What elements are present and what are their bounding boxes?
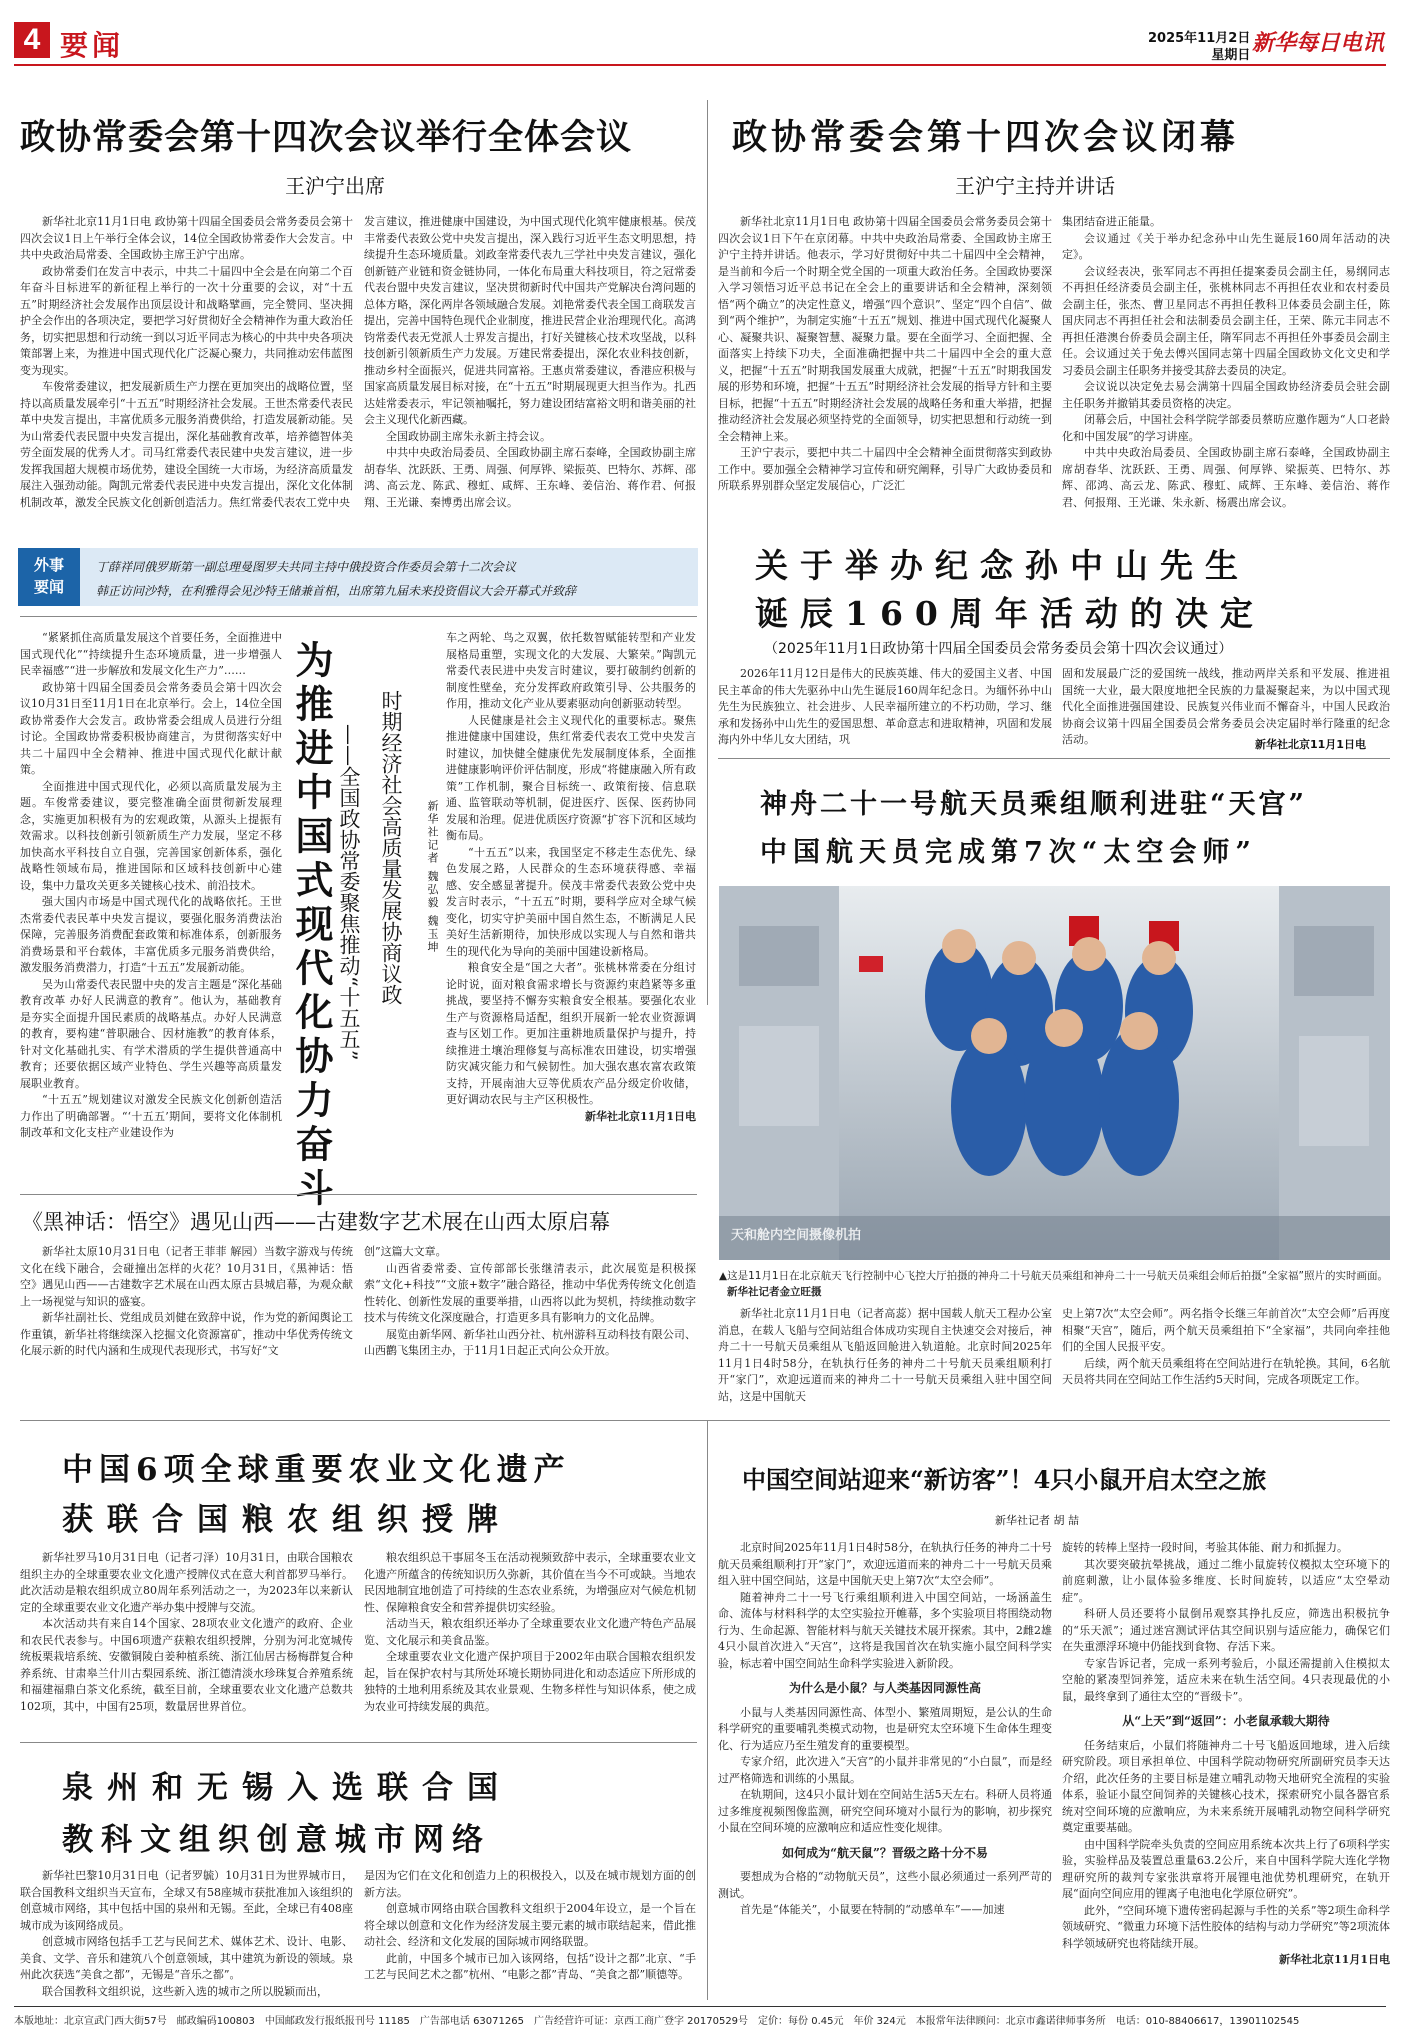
paragraph: 活动当天，粮农组织还举办了全球重要农业文化遗产特色产品展览、文化展示和美食品鉴。: [364, 1617, 696, 1647]
issue-weekday: 星期日: [1211, 48, 1251, 63]
art2-title: 政协常委会第十四次会议闭幕: [732, 117, 1240, 158]
paragraph: 新华社副社长、党组成员刘健在致辞中说，作为党的新闻舆论工作重镇，新华社将继续深入挖掘文化资源富矿，推动中华优秀传统文化展示新的时代内涵和生成现代表现形式，书写好“文: [20, 1311, 353, 1357]
art2-col1: [718, 214, 1052, 522]
paragraph: 旋转的转棒上坚持一段时间，考验其体能、耐力和抓握力。: [1062, 1541, 1348, 1554]
paragraph: 全球重要农业文化遗产保护项目于2002年由联合国粮农组织发起，旨在保护农村与其所处环境长期协同进化和动态适应下所形成的独特的土地利用系统及其农业景观、生物多样性与知识体系，使之成为农业可持续发展的典范。: [364, 1650, 696, 1713]
section-heading: 如何成为“航天鼠”？晋级之路十分不易: [782, 1845, 988, 1860]
paragraph: 史上第7次“太空会师”。两名指令长继三年前首次“太空会师”后再度相聚“天宫”，随后，两个航天员乘组拍下“全家福”，共同向牵挂他们的全国人民报平安。: [1062, 1307, 1390, 1353]
dateline: 新华社北京11月1日电: [1279, 1953, 1390, 1966]
foreign-affairs-item[interactable]: 韩正访问沙特，在利雅得会见沙特王储兼首相，出席第九届未来投资倡议大会开幕式并致辞: [96, 584, 577, 598]
dateline: 新华社北京11月1日电: [585, 1109, 696, 1123]
art4-subtitle: （2025年11月1日政协第十四届全国委员会常务委员会第十四次会议通过）: [764, 641, 1233, 657]
foreign-affairs-box: [18, 548, 698, 606]
paragraph: 王沪宁表示，要把中共二十届四中全会精神全面贯彻落实到政协工作中。要加强全会精神学习宣传和研究阐释，引导广大政协委员和所联系界别群众坚定发展信心，广泛汇: [718, 446, 1052, 492]
caption-text: ▲这是11月1日在北京航天飞行控制中心飞控大厅拍摄的神舟二十号航天员乘组和神舟二十一号航天员乘组会师后拍摄“全家福”照片的实时画面。: [719, 1270, 1388, 1282]
issue-date: 2025年11月2日: [1148, 31, 1251, 46]
paragraph: 本次活动共有来自14个国家、28项农业文化遗产的政府、企业和农民代表参与。中国6项遗产获粮农组织授牌，分别为河北宽城传统板栗栽培系统、安徽铜陵白姜种植系统、浙江仙居古杨梅群复合种养系统、甘肃皋兰什川古梨园系统、浙江德清淡水珍珠复合养殖系统和福建福鼎白茶文化系统，截至目前，全球重要农业文化遗产总数共102项，其中，中国有25项，数量居世界首位。: [20, 1617, 353, 1713]
paper-brand: 新华每日电讯: [1252, 30, 1385, 56]
art9-col2: [1062, 1540, 1390, 2000]
tag-line: 要闻: [33, 578, 64, 596]
art4-dateline: 新华社北京11月1日电: [1255, 738, 1366, 751]
photo-caption: [719, 1268, 1390, 1300]
section-divider: [718, 758, 1390, 759]
art5-title-line2: 中国航天员完成第7次“太空会师”: [760, 837, 1257, 868]
art3-subtitle2: 时期经济社会高质量发展协商议政: [379, 690, 403, 1005]
paragraph: 山西省委常委、宣传部部长张继清表示，此次展览是积极探索“文化+科技”“文旅+数字”融合路径，推动中华优秀传统文化创造性转化、创新性发展的重要举措，山西将以此为契机，持续推动数字技术与传统文化深度融合，打造更多具有影响力的文化品牌。: [364, 1261, 696, 1324]
art1-title: 政协常委会第十四次会议举行全体会议: [20, 117, 633, 158]
art5-col2: [1062, 1306, 1390, 1424]
section-divider: [20, 616, 697, 617]
art7-col1: [20, 1550, 353, 1732]
paragraph: 强大国内市场是中国式现代化的战略依托。王世杰常委代表民革中央发言提议，要强化服务消费法治保障，完善服务消费配套政策和标准体系，创新服务消费场景和平台载体，丰富优质多元服务消费供给，激发服务消费潜力，打造“十五五”发展新动能。: [20, 895, 282, 974]
paragraph: 车之两轮、鸟之双翼，依托数智赋能转型和产业发展格局重塑，实现文化的大发展、大繁荣。”陶凯元常委代表民进中央发言时建议，要打破制约创新的制度性壁垒，充分发挥政府政策引导、公共服务的作用，推动文化产业从要素驱动向创新驱动转型。: [446, 631, 696, 710]
paragraph: 新华社北京11月1日电 政协第十四届全国委员会常务委员会第十四次会议1日下午在京闭幕。中共中央政治局常委、全国政协主席王沪宁主持并讲话。他表示，学习好贯彻好中共二十届四中全会精神，是当前和今后一个时期全党全国的一项重大政治任务。全国政协要深入学习领悟习近平总书记在全会上的重要讲话和全会精神，深刻领悟“两个确立”的决定性意义，增强“四个意识”、坚定“四个自信”、做到“两个维护”，为制定实施“十五五”规划、推进中国式现代化凝聚人心、凝聚共识、凝聚智慧、凝聚力量。要在全面学习、全面把握、全面落实上持续下功夫，全面准确把握中共二十届四中全会的重大意义，把握“十五五”时期我国发展重大成就，把握“十五五”时期我国发展的形势和环境，把握“十五五”时期经济社会发展的指导方针和主要目标，把握“十五五”时期经济社会发展的战略任务和重大举措，把握推动经济社会发展必须坚持党的全面领导，切实把思想和行动统一到全会精神上来。: [718, 215, 1052, 443]
paragraph: 创意城市网络由联合国教科文组织于2004年设立，是一个旨在将全球以创意和文化作为经济发展主要元素的城市联结起来，借此推动社会、经济和文化发展的国际城市网络联盟。: [364, 1902, 696, 1948]
art8-col2: [364, 1868, 696, 2000]
masthead-rule: [14, 64, 1386, 66]
paragraph: 北京时间2025年11月1日4时58分，在轨执行任务的神舟二十号航天员乘组顺利打开“家门”，欢迎远道而来的神舟二十一号航天员乘组入驻中国空间站，这是中国航天史上第7次“太空会师”。: [718, 1541, 1052, 1587]
paragraph: 是因为它们在文化和创造力上的积极投入，以及在城市规划方面的创新方法。: [364, 1869, 696, 1899]
paragraph: 新华社北京11月1日电 政协第十四届全国委员会常务委员会第十四次会议1日上午举行全体会议，14位全国政协常委作大会发言。中共中央政治局常委、全国政协主席王沪宁出席。: [20, 215, 353, 261]
art4-col1: [718, 666, 1052, 750]
paragraph: 科研人员还要将小鼠倒吊观察其挣扎反应，筛选出积极抗争的“乐天派”；通过迷宫测试评估其空间识别与适应能力，确保它们在失重漂浮环境中仍能找到食物、存活下来。: [1062, 1607, 1390, 1653]
art5-col1: [718, 1306, 1052, 1424]
paragraph: 固和发展最广泛的爱国统一战线，推动两岸关系和平发展、推进祖国统一大业，最大限度地把全民族的力量凝聚起来，为以中国式现代化全面推进强国建设、民族复兴伟业而不懈奋斗，中国人民政治协商会议第十四届全国委员会常务委员会决定届时举行隆重的纪念活动。: [1062, 667, 1390, 746]
paragraph: 任务结束后，小鼠们将随神舟二十号飞船返回地球，进入后续研究阶段。项目承担单位、中国科学院动物研究所副研究员李天达介绍，此次任务的主要目标是建立哺乳动物天地研究全流程的实验体系，验证小鼠空间饲养的关键核心技术，探索研究小鼠各器官系统对空间环境的应激响应，为未来系统开展哺乳动物空间科学研究奠定重要基础。: [1062, 1738, 1390, 1834]
paragraph: 随着神舟二十一号飞行乘组顺利进入中国空间站，一场涵盖生命、流体与材料科学的太空实验拉开帷幕，多个实验项目将围绕动物行为、生命起源、智能材料与航天关键技术展开探索。其中，2雌2雄4只小鼠首次进入“天宫”，这将是我国首次在轨实施小鼠空间科学实验，标志着中国空间站生命科学实验进入新阶段。: [718, 1590, 1052, 1670]
paragraph: 发言建议，推进健康中国建设，为中国式现代化筑牢健康根基。侯茂丰常委代表致公党中央发言提出，深入践行习近平生态文明思想，持续提升生态环境质量。刘政奎常委代表九三学社中央发言建议，强化创新链产业链和资金链协同，一体化布局重大科技项目，符之冠常委代表台盟中央发言建议，坚决贯彻新时代中国共产党解决台湾问题的总体方略，深化两岸各领域融合发展。刘艳常委代表全国工商联发言提出，完善中国特色现代企业制度，推进民营企业治理现代化。高鸿钧常委代表无党派人士界发言提出，打好关键核心技术攻坚战，以科技创新引领新质生产力发展。万建民常委提出，深化农业科技创新，推动乡村全面振兴，促进共同富裕。王惠贞常委建议，香港应积极与国家高质量发展目标对接，在“十五五”时期展现更大担当作为。扎西达娃常委表示，牢记领袖嘱托，努力建设团结富裕文明和谐美丽的社会主义现代化新西藏。: [364, 215, 696, 426]
art9-title: 中国空间站迎来“新访客”！4只小鼠开启太空之旅: [742, 1465, 1267, 1494]
column-divider: [707, 1420, 708, 2000]
page-number: 4: [14, 22, 50, 58]
paragraph: 专家告诉记者，完成一系列考验后，小鼠还需提前入住模拟太空舱的紧凑型饲养笼，适应未来在轨生活空间。4只表现最优的小鼠，最终拿到了通往太空的“晋级卡”。: [1062, 1656, 1390, 1703]
art1-col2: [364, 214, 696, 532]
section-name: 要闻: [60, 29, 125, 62]
paragraph: 车俊常委建议，把发展新质生产力摆在更加突出的战略位置，坚持以高质量发展牵引“十五五”时期经济社会发展。王世杰常委代表民革中央发言提出，丰富优质多元服务消费供给，打造发展新动能。吴为山常委代表民盟中央发言提出，深化基础教育改革，培养德智体美劳全面发展的优秀人才。司马红常委代表民建中央发言建议，进一步发挥我国超大规模市场优势，建设全国统一大市场，为经济高质量发展注入强劲动能。陶凯元常委代表民进中央发言提出，深化文化体制机制改革，激发全民族文化创新创造活力。焦红常委代表农工党中央: [20, 380, 353, 509]
art7-title-line1: 中国6项全球重要农业文化遗产: [62, 1452, 571, 1488]
paragraph: 展览由新华网、新华社山西分社、杭州游科互动科技有限公司、山西鹳飞集团主办，于11月1日起正式向公众开放。: [364, 1327, 696, 1357]
art7-col2: [364, 1550, 696, 1732]
art6-title: 《黑神话：悟空》遇见山西——古建数字艺术展在山西太原启幕: [22, 1210, 610, 1234]
paragraph: 联合国教科文组织说，这些新入选的城市之所以脱颖而出，: [42, 1984, 328, 1998]
section-divider: [20, 1194, 697, 1195]
section-divider: [20, 1420, 1390, 1421]
paragraph: 新华社罗马10月31日电（记者刁泽）10月31日，由联合国粮农组织主办的全球重要农业文化遗产授牌仪式在意大利首都罗马举行。此次活动是粮农组织成立80周年系列活动之一，为2023年以来新认定的全球重要农业文化遗产举办集中授牌与交流。: [20, 1551, 353, 1614]
art8-title-line1: 泉州和无锡入选联合国: [62, 1770, 512, 1806]
paragraph: 2026年11月12日是伟大的民族英雄、伟大的爱国主义者、中国民主革命的伟大先驱孙中山先生诞辰160周年纪念日。为缅怀孙中山先生为民族独立、社会进步、人民幸福所建立的不朽功勋，学习、继承和发扬孙中山先生的爱国思想、革命意志和进取精神，巩固和发展海内外中华儿女大团结，巩: [718, 667, 1052, 746]
paragraph: 此前，中国多个城市已加入该网络，包括“设计之都”北京、“手工艺与民间艺术之都”杭州、“电影之都”青岛、“美食之都”顺德等。: [364, 1951, 696, 1981]
paragraph: 全国政协副主席朱永新主持会议。: [386, 429, 551, 443]
paragraph: 人民健康是社会主义现代化的重要标志。聚焦推进健康中国建设，焦红常委代表农工党中央发言时建议，加快健全健康优先发展制度体系，全面推进健康影响评价评估制度，形成“将健康融入所有政策”工作机制，聚合目标统一、政策衔接、信息联通、监管联动等机制，促进医疗、医保、医药协同发展和治理。促进优质医疗资源“扩容下沉和区域均衡布局。: [446, 713, 696, 842]
footer-info: 本版地址：北京宣武门西大街57号 邮政编码100803 中国邮政发行报纸报刊号 11185 广告部电话 63071265 广告经营许可证：京西工商广登字 20170529号 定价：每份 0.45元 年价 324元 本报常年法律顾问：北京市鑫诺律师事务所 电话：010-88406617，13901102545: [14, 2006, 1386, 2027]
section-heading: 从“上天”到“返回”：小老鼠承载大期待: [1122, 1714, 1330, 1728]
paragraph: “紧紧抓住高质量发展这个首要任务，全面推进中国式现代化”“持续提升生态环境质量，进一步增强人民幸福感”“进一步解放和发展文化生产力”……: [20, 631, 282, 677]
art6-col2: [364, 1244, 696, 1412]
astronaut-group-photo: [719, 886, 1390, 1260]
paragraph: 新华社太原10月31日电（记者王菲菲 解园）当数字游戏与传统文化在线下融合，会碰撞出怎样的火花？10月31日，《黑神话：悟空》遇见山西——古建数字艺术展在山西太原古县城启幕，为观众献上一场视觉与知识的盛宴。: [20, 1245, 353, 1308]
art2-subtitle: 王沪宁主持并讲话: [955, 174, 1115, 198]
photo-watermark: 天和舱内空间摄像机拍: [731, 1228, 862, 1243]
art7-title-line2: 获联合国粮农组织授牌: [62, 1502, 512, 1538]
column-divider: [707, 100, 708, 1005]
paragraph: 要想成为合格的“动物航天员”，这些小鼠必须通过一系列严苛的测试。: [718, 1870, 1052, 1900]
section-divider: [20, 1742, 697, 1743]
paragraph: 其次要突破抗晕挑战，通过二维小鼠旋转仪模拟太空环境下的前庭刺激，让小鼠体验多维度、长时间旋转，以适应“太空晕动症”。: [1062, 1557, 1390, 1604]
paragraph: 政协常委们在发言中表示，中共二十届四中全会是在向第二个百年奋斗目标进军的新征程上举行的一次十分重要的会议，对“十五五”时期经济社会发展作出顶层设计和战略擘画，完全赞同、坚决拥护全会作出的各项决定，要把学习好贯彻好全会精神作为重大政治任务，切实把思想和行动统一到以习近平同志为核心的中共中央各项决策部署上来，为推进中国式现代化广泛凝心聚力，共同推动宏伟蓝图变为现实。: [20, 264, 353, 377]
paragraph: 中共中央政治局委员、全国政协副主席石泰峰，全国政协副主席胡春华、沈跃跃、王勇、周强、何厚铧、梁振英、巴特尔、苏辉、邵鸿、高云龙、陈武、穆虹、咸辉、王东峰、姜信治、蒋作君、何报翔、王光谦、朱永新、杨震出席会议。: [1062, 446, 1390, 509]
art5-title-line1: 神舟二十一号航天员乘组顺利进驻“天宫”: [760, 789, 1308, 820]
art3-byline: 新华社记者 魏弘毅 魏玉坤: [426, 800, 439, 954]
paragraph: 政协第十四届全国委员会常务委员会第十四次会议10月31日至11月1日在北京举行。会上，14位全国政协常委作大会发言。政协常委会组成人员进行分组讨论。全国政协常委积极协商建言，为贯彻落实好中共二十届四中全会精神、推进中国式现代化献计献策。: [20, 680, 282, 776]
art4-title-line1: 关于举办纪念孙中山先生: [755, 546, 1250, 585]
date-block: [1148, 30, 1250, 64]
art2-col2: [1062, 214, 1390, 522]
foreign-affairs-item[interactable]: 丁薛祥同俄罗斯第一副总理曼图罗夫共同主持中俄投资合作委员会第十二次会议: [96, 560, 517, 574]
paragraph: 后续，两个航天员乘组将在空间站进行在轨轮换。其间，6名航天员将共同在空间站工作生活约5天时间，完成各项既定工作。: [1062, 1356, 1390, 1386]
section-heading: 为什么是小鼠？与人类基因同源性高: [788, 1681, 981, 1695]
paragraph: 粮农组织总干事屈冬玉在活动视频致辞中表示，全球重要农业文化遗产所蕴含的传统知识历久弥新，其价值在当今不可或缺。当地农民因地制宜地创造了可持续的生态农业系统，为增强应对气候危机韧性、保障粮食安全和营养提供切实经验。: [364, 1551, 696, 1614]
art3-col1: [20, 630, 282, 1180]
paragraph: 集团结奋进正能量。: [1062, 215, 1161, 228]
art1-col1: [20, 214, 353, 532]
art8-title-line2: 教科文组织创意城市网络: [62, 1822, 491, 1858]
paragraph: 创”这篇大文章。: [364, 1245, 447, 1258]
photo-illustration: [719, 886, 1390, 1260]
paragraph: 吴为山常委代表民盟中央的发言主题是“深化基础教育改革 办好人民满意的教育”。他认为，基础教育是夯实全面提升国民素质的战略基点。办好人民满意的教育，要构建“普职融合、因材施教”的教育体系，针对文化基础扎实、有学术潜质的学生提供普通高中教育；还要依据区域产业特色、学生兴趣等高质量发展职业教育。: [20, 977, 282, 1090]
paragraph: “十五五”规划建议对激发全民族文化创新创造活力作出了明确部署。“‘十五五’期间，要将文化体制机制改革和文化支柱产业建设作为: [20, 1093, 282, 1139]
paragraph: 新华社北京11月1日电（记者高蕊）据中国载人航天工程办公室消息，在载人飞船与空间站组合体成功实现自主快速交会对接后，神舟二十一号航天员乘组从飞船返回舱进入轨道舱。北京时间2025年11月1日4时58分，在轨执行任务的神舟二十号航天员乘组顺利打开“家门”，欢迎远道而来的神舟二十一号航天员乘组入驻中国空间站，这是中国航天: [718, 1307, 1052, 1403]
tag-line: 外事: [33, 556, 64, 574]
paragraph: “十五五”以来，我国坚定不移走生态优先、绿色发展之路，人民群众的生态环境获得感、幸福感、安全感显著提升。侯茂丰常委代表致公党中央发言时表示，“十五五”时期，要科学应对全球气候变化，切实守护美丽中国自然生态，不断满足人民美好生活新期待，加快形成以实现人与自然和谐共生的现代化为导向的美丽中国建设新格局。: [446, 845, 696, 958]
art3-col2: [446, 630, 696, 1180]
paragraph: 中共中央政治局委员、全国政协副主席石泰峰，全国政协副主席胡春华、沈跃跃、王勇、周强、何厚铧、梁振英、巴特尔、苏辉、邵鸿、高云龙、陈武、穆虹、咸辉、王东峰、姜信治、蒋作君、何报翔、王光谦、秦博勇出席会议。: [364, 446, 696, 509]
paragraph: 在轨期间，这4只小鼠计划在空间站生活5天左右。科研人员将通过多维度视频图像监测，研究空间环境对小鼠行为的影响，初步探究小鼠在空间环境的应激响应和适应性变化规律。: [718, 1788, 1052, 1834]
paragraph: 会议经表决，张军同志不再担任提案委员会副主任，易纲同志不再担任经济委员会副主任，张桃林同志不再担任农业和农村委员会副主任，张杰、曹卫星同志不再担任教科卫体委员会副主任，陈国庆同志不再担任社会和法制委员会副主任，王荣、陈元丰同志不再担任港澳台侨委员会副主任，隋军同志不再担任外事委员会副主任。会议通过关于免去傅兴国同志第十四届全国政协文化文史和学习委员会副主任职务并接受其辞去委员的决定。: [1062, 264, 1390, 377]
paragraph: 会议通过《关于举办纪念孙中山先生诞辰160周年活动的决定》。: [1062, 231, 1390, 261]
paragraph: 闭幕会后，中国社会科学院学部委员蔡昉应邀作题为“人口老龄化和中国发展”的学习讲座。: [1062, 413, 1390, 443]
art9-col1: [718, 1540, 1052, 2000]
paragraph: 粮食安全是“国之大者”。张桃林常委在分组讨论时说，面对粮食需求增长与资源约束趋紧等多重挑战，要坚持不懈夯实粮食安全根基。要强化农业生产与资源格局适配，组织开展新一轮农业资源调查与区划工作。更加注重耕地质量保护与提升，持续推进土壤治理修复与高标准农田建设，切实增强防灾减灾能力和气候韧性。加大强农惠农富农政策支持，开展南油大豆等优质农产品分级定价收储，更好调动农民与主产区积极性。: [446, 961, 696, 1106]
art1-subtitle: 王沪宁出席: [285, 174, 385, 198]
art9-byline: 新华社记者 胡 喆: [995, 1514, 1079, 1527]
paragraph: 由中国科学院牵头负责的空间应用系统本次共上行了6项科学实验，实验样品及装置总重量63.2公斤，来自中国科学院大连化学物理研究所的裁判专家张洪章将开展锂电池优势机理研究，在轨开展“面向空间应用的锂离子电池电化学原位研究”。: [1062, 1837, 1390, 1900]
foreign-affairs-tag: [18, 548, 80, 606]
paragraph: 会议说以决定免去易会满第十四届全国政协经济委员会驻会副主任职务并撤销其委员资格的决定。: [1062, 380, 1390, 410]
art8-col1: [20, 1868, 353, 2000]
paragraph: 新华社巴黎10月31日电（记者罗毓）10月31日为世界城市日，联合国教科文组织当天宣布，全球又有58座城市获批准加入该组织的创意城市网络，其中包括中国的泉州和无锡。至此，全球已有408座城市成为该网络成员。: [20, 1869, 353, 1932]
art6-col1: [20, 1244, 353, 1412]
art4-title-line2: 诞辰160周年活动的决定: [755, 594, 1265, 633]
paragraph: 首先是“体能关”，小鼠要在特制的“动感单车”——加速: [740, 1903, 1005, 1916]
art3-title: 为推进中国式现代化协力奋斗: [289, 640, 334, 1212]
art3-subtitle1: ——全国政协常委聚焦推动“十五五”: [337, 724, 361, 1061]
paragraph: 小鼠与人类基因同源性高、体型小、繁殖周期短，是公认的生命科学研究的重要哺乳类模式动物，也是研究太空环境下生命体生理变化、行为适应乃至生殖发育的重要模型。: [718, 1705, 1052, 1752]
masthead: [0, 0, 1401, 62]
paragraph: 创意城市网络包括手工艺与民间艺术、媒体艺术、设计、电影、美食、文学、音乐和建筑八个创意领域，其中建筑为新设的领域。泉州此次获选“美食之都”，无锡是“音乐之都”。: [20, 1935, 353, 1981]
paragraph: 全面推进中国式现代化，必须以高质量发展为主题。车俊常委建议，要完整准确全面贯彻新发展理念，实施更加积极有为的宏观政策，从源头上提振有效需求。以科技创新引领新质生产力发展，坚定不移加快高水平科技自立自强，完善国家创新体系，强化战略性领域布局，推进国际和区域科技创新中心建设，集中力量攻关更多关键核心技术、前沿技术。: [20, 779, 282, 892]
paragraph: 此外，“空间环境下遗传密码起源与手性的关系”等2项生命科学领域研究、“微重力环境下活性胶体的结构与动力学研究”等2项流体科学领域研究也将陆续开展。: [1062, 1903, 1390, 1950]
photo-credit: 新华社记者金立旺摄: [727, 1286, 822, 1298]
paragraph: 专家介绍，此次进入“天宫”的小鼠并非常见的“小白鼠”，而是经过严格筛选和训练的小黑鼠。: [718, 1755, 1052, 1785]
